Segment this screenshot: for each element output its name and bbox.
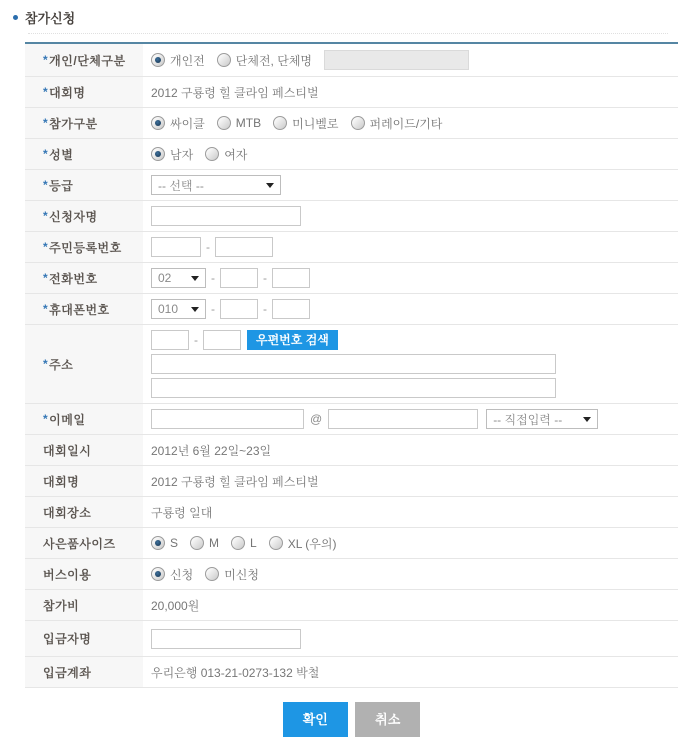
radio-bus-apply[interactable]	[151, 567, 165, 581]
row-label: 대회명	[43, 474, 80, 489]
radio-size-l[interactable]	[231, 536, 245, 550]
resident-number-back-input[interactable]	[215, 237, 273, 257]
row-mobile	[25, 294, 678, 325]
row-label: 주민등록번호	[49, 240, 122, 255]
zipcode-search-button[interactable]: 우편번호 검색	[247, 330, 338, 350]
radio-individual-label: 개인전	[170, 53, 205, 68]
phone-middle-input[interactable]	[220, 268, 258, 288]
row-event-name-info	[25, 466, 678, 497]
radio-female[interactable]	[205, 147, 219, 161]
radio-cycle-label: 싸이클	[170, 116, 205, 131]
button-area	[25, 702, 678, 737]
dropdown-arrow-icon	[266, 183, 274, 188]
required-marker: *	[43, 412, 49, 426]
email-at-symbol: @	[310, 412, 323, 426]
radio-size-xl-label: XL (우의)	[287, 536, 337, 551]
row-label: 입금자명	[43, 632, 92, 646]
radio-mtb[interactable]	[217, 116, 231, 130]
row-applicant-name	[25, 201, 678, 232]
registration-form	[25, 42, 678, 688]
radio-minivelo[interactable]	[273, 116, 287, 130]
radio-male[interactable]	[151, 147, 165, 161]
cancel-button[interactable]: 취소	[355, 702, 420, 737]
radio-male-label: 남자	[170, 147, 194, 162]
account-value: 우리은행 013-21-0273-132 박철	[151, 665, 320, 680]
row-label: 전화번호	[49, 271, 98, 286]
radio-parade[interactable]	[351, 116, 365, 130]
required-marker: *	[43, 271, 49, 285]
fee-value: 20,000원	[151, 598, 200, 613]
radio-size-m[interactable]	[190, 536, 204, 550]
email-id-input[interactable]	[151, 409, 304, 429]
title-separator	[28, 33, 668, 34]
page-title-text: 참가신청	[25, 11, 76, 26]
radio-bus-no-apply[interactable]	[205, 567, 219, 581]
row-fee	[25, 590, 678, 621]
row-label: 신청자명	[49, 209, 98, 224]
dash-separator: -	[263, 271, 267, 285]
phone-last-input[interactable]	[272, 268, 310, 288]
dropdown-arrow-icon	[191, 276, 199, 281]
row-gift-size	[25, 528, 678, 559]
row-label: 등급	[49, 178, 74, 193]
row-resident-number	[25, 232, 678, 263]
event-date-value: 2012년 6월 22일~23일	[151, 443, 272, 458]
dash-separator: -	[211, 271, 215, 285]
dash-separator: -	[206, 240, 210, 254]
required-marker: *	[43, 357, 49, 371]
event-name-value: 2012 구룡령 힐 클라임 페스티벌	[151, 85, 319, 100]
row-label: 대회일시	[43, 443, 92, 458]
radio-cycle[interactable]	[151, 116, 165, 130]
address-detail-input[interactable]	[151, 378, 556, 398]
mobile-prefix-select[interactable]	[151, 299, 206, 319]
dash-separator: -	[263, 302, 267, 316]
radio-minivelo-label: 미니벨로	[292, 116, 339, 131]
radio-size-s[interactable]	[151, 536, 165, 550]
dash-separator: -	[194, 333, 198, 347]
dropdown-arrow-icon	[583, 417, 591, 422]
radio-female-label: 여자	[224, 147, 248, 162]
zipcode-back-input[interactable]	[203, 330, 241, 350]
page-title	[13, 8, 693, 33]
radio-team-label: 단체전, 단체명	[235, 53, 313, 68]
radio-team[interactable]	[217, 53, 231, 67]
event-name-info-value: 2012 구룡령 힐 클라임 페스티벌	[151, 474, 319, 489]
radio-parade-label: 퍼레이드/기타	[369, 116, 443, 131]
required-marker: *	[43, 147, 49, 161]
row-bus-use	[25, 559, 678, 590]
row-event-date	[25, 435, 678, 466]
row-label: 사은품사이즈	[43, 536, 116, 551]
row-email	[25, 404, 678, 435]
required-marker: *	[43, 53, 49, 67]
row-event-name	[25, 77, 678, 108]
applicant-name-input[interactable]	[151, 206, 301, 226]
address-base-input[interactable]	[151, 354, 556, 374]
radio-size-s-label: S	[170, 536, 179, 550]
radio-individual[interactable]	[151, 53, 165, 67]
email-domain-select[interactable]	[486, 409, 598, 429]
required-marker: *	[43, 85, 49, 99]
bullet-icon	[13, 15, 18, 20]
row-label: 참가구분	[49, 116, 98, 131]
row-address	[25, 325, 678, 404]
required-marker: *	[43, 178, 49, 192]
row-depositor-name	[25, 621, 678, 657]
row-label: 성별	[49, 147, 74, 162]
row-event-place	[25, 497, 678, 528]
radio-size-xl[interactable]	[269, 536, 283, 550]
row-phone	[25, 263, 678, 294]
row-grade	[25, 170, 678, 201]
grade-select-value: -- 선택 --	[158, 178, 204, 193]
required-marker: *	[43, 116, 49, 130]
radio-bus-apply-label: 신청	[170, 567, 194, 582]
row-label: 개인/단체구분	[49, 53, 126, 68]
row-account	[25, 657, 678, 688]
required-marker: *	[43, 302, 49, 316]
row-gender	[25, 139, 678, 170]
row-label: 대회명	[49, 85, 86, 100]
email-domain-input[interactable]	[328, 409, 478, 429]
dash-separator: -	[211, 302, 215, 316]
required-marker: *	[43, 240, 49, 254]
row-label: 대회장소	[43, 505, 92, 520]
email-domain-select-value: -- 직접입력 --	[493, 412, 563, 427]
mobile-prefix-value: 010	[158, 302, 179, 316]
radio-bus-no-apply-label: 미신청	[224, 567, 259, 582]
resident-number-front-input[interactable]	[151, 237, 201, 257]
phone-prefix-select[interactable]	[151, 268, 206, 288]
event-place-value: 구룡령 일대	[151, 505, 213, 520]
row-label: 이메일	[49, 412, 86, 427]
dropdown-arrow-icon	[191, 307, 199, 312]
row-label: 주소	[49, 357, 74, 372]
depositor-name-input[interactable]	[151, 629, 301, 649]
row-label: 휴대폰번호	[49, 302, 110, 317]
row-label: 참가비	[43, 598, 80, 613]
row-group-type	[25, 44, 678, 77]
mobile-middle-input[interactable]	[220, 299, 258, 319]
radio-mtb-label: MTB	[235, 116, 262, 130]
radio-size-l-label: L	[250, 536, 257, 550]
required-marker: *	[43, 209, 49, 223]
zipcode-front-input[interactable]	[151, 330, 189, 350]
phone-prefix-value: 02	[158, 271, 172, 285]
confirm-button[interactable]: 확인	[283, 702, 348, 737]
row-label: 버스이용	[43, 567, 92, 582]
mobile-last-input[interactable]	[272, 299, 310, 319]
grade-select[interactable]	[151, 175, 281, 195]
team-name-input[interactable]	[324, 50, 469, 70]
row-category	[25, 108, 678, 139]
row-label: 입금계좌	[43, 665, 92, 680]
radio-size-m-label: M	[209, 536, 220, 550]
